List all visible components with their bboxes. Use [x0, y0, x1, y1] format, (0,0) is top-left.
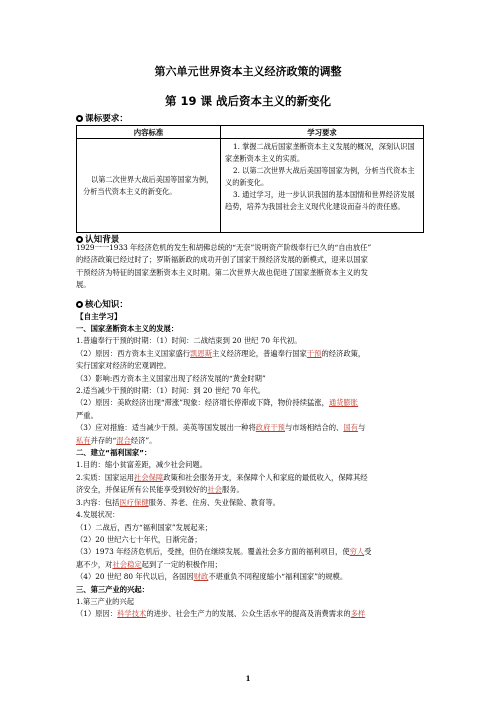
text-line: （2）20 世纪六七十年代，日渐完备； — [76, 534, 202, 544]
text-line: （3）影响:西方资本主义国家出现了经济发展的“黄金时期” — [76, 373, 266, 383]
page-number: 1 — [245, 674, 251, 683]
underlined-keyword: 混合 — [116, 435, 131, 445]
underlined-keyword: 科学技术 — [117, 609, 147, 619]
text-line: 严重。 — [76, 410, 98, 420]
text-line — [76, 546, 424, 558]
text-run: 不堪重负不同程度缩小“福利国家”的规模。 — [208, 572, 348, 582]
text-line — [76, 571, 424, 583]
text-line: 1.目的：缩小贫富差距，减少社会问题。 — [76, 460, 208, 470]
underlined-keyword: 穷人 — [349, 547, 365, 557]
text-line — [76, 497, 424, 509]
text-line — [76, 559, 424, 571]
underlined-keyword: 财政 — [193, 572, 209, 582]
underlined-keyword: 社会 — [207, 485, 222, 495]
text-line: 1.第三产业的兴起 — [76, 596, 135, 606]
underlined-keyword: 社会保障 — [134, 472, 164, 482]
text-run: 服务。 — [221, 485, 244, 495]
requirements-cell — [221, 139, 424, 233]
text-run: 的经济政策， — [321, 348, 366, 358]
underlined-keyword: 通货膨胀 — [328, 398, 359, 408]
underlined-keyword: 政府干预 — [255, 423, 285, 433]
text-run: （1）原因： — [76, 609, 118, 619]
text-run: 济安全，并保证所有公民能享受到较好的 — [76, 485, 208, 495]
text-line — [76, 348, 424, 360]
text-line — [76, 435, 424, 447]
circle-bullet-icon — [76, 301, 83, 308]
text-run: 政策和社会服务开支，来保障个人和家庭的最低收入，保障其经 — [163, 472, 368, 482]
core-knowledge-body — [76, 323, 424, 621]
curriculum-heading: 课标要求： — [76, 112, 128, 124]
text-run: （3）1973 年经济危机后，受挫，但仍在继续发展。覆盖社会多方面的福利项目，使 — [76, 547, 350, 557]
col-header-content: 内容标准 — [77, 126, 221, 139]
underlined-keyword: 国有 — [343, 423, 358, 433]
text-run: 主义经济理论，普遍奉行国家 — [212, 348, 307, 358]
requirement-item: 1. 掌握二战后国家垄断资本主义发展的概况，深刻认识国家垄断资本主义的实质。 — [225, 142, 415, 163]
circle-bullet-icon — [76, 115, 83, 122]
underlined-keyword: 凯恩斯 — [190, 348, 212, 358]
text-line — [76, 608, 424, 620]
text-run: （2）原因：美欧经济出现“滞涨”现象：经济增长停滞或下降，物价持续猛涨， — [76, 398, 329, 408]
section-heading: 三、第三产业的兴起： — [76, 584, 149, 594]
text-run: 与 — [357, 423, 366, 433]
section-heading: 一、国家垄断资本主义的发展： — [76, 324, 179, 333]
underlined-keyword: 多样 — [350, 609, 366, 619]
underlined-keyword: 干预 — [306, 348, 322, 358]
text-line: 2.适当减少干预的时期：（1）时间：到 20 世纪 70 年代。 — [76, 386, 266, 396]
background-paragraph: 1929一一1933 年经济危机的发生和胡佛总统的“无奈”说明资产阶级奉行已久的“自由放任” 的经济政策已经过时了；罗斯福新政的成功开创了国家干预经济发展的新模式，迎来以国家 干预经济为特征的国家垄断资本主义时期。第二次世界大战也促进了国家垄断资本主义的发 展。 — [76, 243, 372, 290]
text-line — [76, 422, 424, 434]
text-run: 经济”。 — [130, 435, 157, 445]
text-run: （3）应对措施：适当减少干预。美英等国发展出一种将 — [76, 423, 256, 433]
text-line — [76, 484, 424, 496]
text-line: 1.普遍奉行干预的时期：（1）时间：二战结束到 20 世纪 70 年代初。 — [76, 336, 302, 346]
text-run: 3.内容：包括 — [76, 497, 120, 507]
text-run: 2.实质：国家运用 — [76, 472, 135, 482]
text-run: 惠不少，对 — [76, 559, 113, 569]
core-knowledge-heading: 核心知识： — [76, 298, 128, 310]
text-run: 的进步、社会生产力的发展、公众生活水平的提高及消费需求的 — [146, 609, 351, 619]
unit-title: 第六单元世界资本主义经济政策的调整 — [154, 65, 342, 78]
text-line: 实行国家对经济的宏观调控。 — [76, 361, 171, 371]
curriculum-table — [76, 125, 424, 233]
text-run: 服务、养老、住房、失业保险、教育等。 — [148, 497, 280, 507]
lesson-title: 第 19 课 战后资本主义的新变化 — [164, 94, 331, 108]
text-line: （1）二战后，西方“福利国家”发展起来； — [76, 522, 213, 532]
text-run: 起到了一定的积极作用； — [141, 559, 222, 569]
text-line: 4.发展状况： — [76, 510, 120, 520]
background-heading: 认知背景 — [76, 233, 119, 245]
underlined-keyword: 社会稳定 — [112, 559, 142, 569]
text-run: 并存的“ — [90, 435, 117, 445]
text-line — [76, 472, 424, 484]
content-standard-cell: 以第二次世界大战后美国等国家为例，分析当代资本主义的新变化。 — [77, 139, 221, 233]
underlined-keyword: 私有 — [76, 435, 91, 445]
text-run: 与市场相结合的、 — [284, 423, 344, 433]
col-header-requirements: 学习要求 — [221, 126, 424, 139]
text-run: （4）20 世纪 80 年代以后，各国因 — [76, 572, 194, 582]
underlined-keyword: 医疗保健 — [119, 497, 149, 507]
self-study-label: 【自主学习】 — [76, 312, 122, 321]
requirement-item: 3. 通过学习，进一步认识我国的基本国情和世界经济发展趋势，培养为我国社会主义现代化建设而奋斗的责任感。 — [225, 190, 415, 211]
requirement-item: 2. 以第二次世界大战后美国等国家为例，分析当代资本主义的新变化。 — [225, 166, 415, 187]
text-line — [76, 397, 424, 409]
text-run: 受 — [364, 547, 372, 557]
text-run: （2）原因：西方资本主义国家盛行 — [76, 348, 191, 358]
section-heading: 二、建立“福利国家”： — [76, 448, 152, 458]
